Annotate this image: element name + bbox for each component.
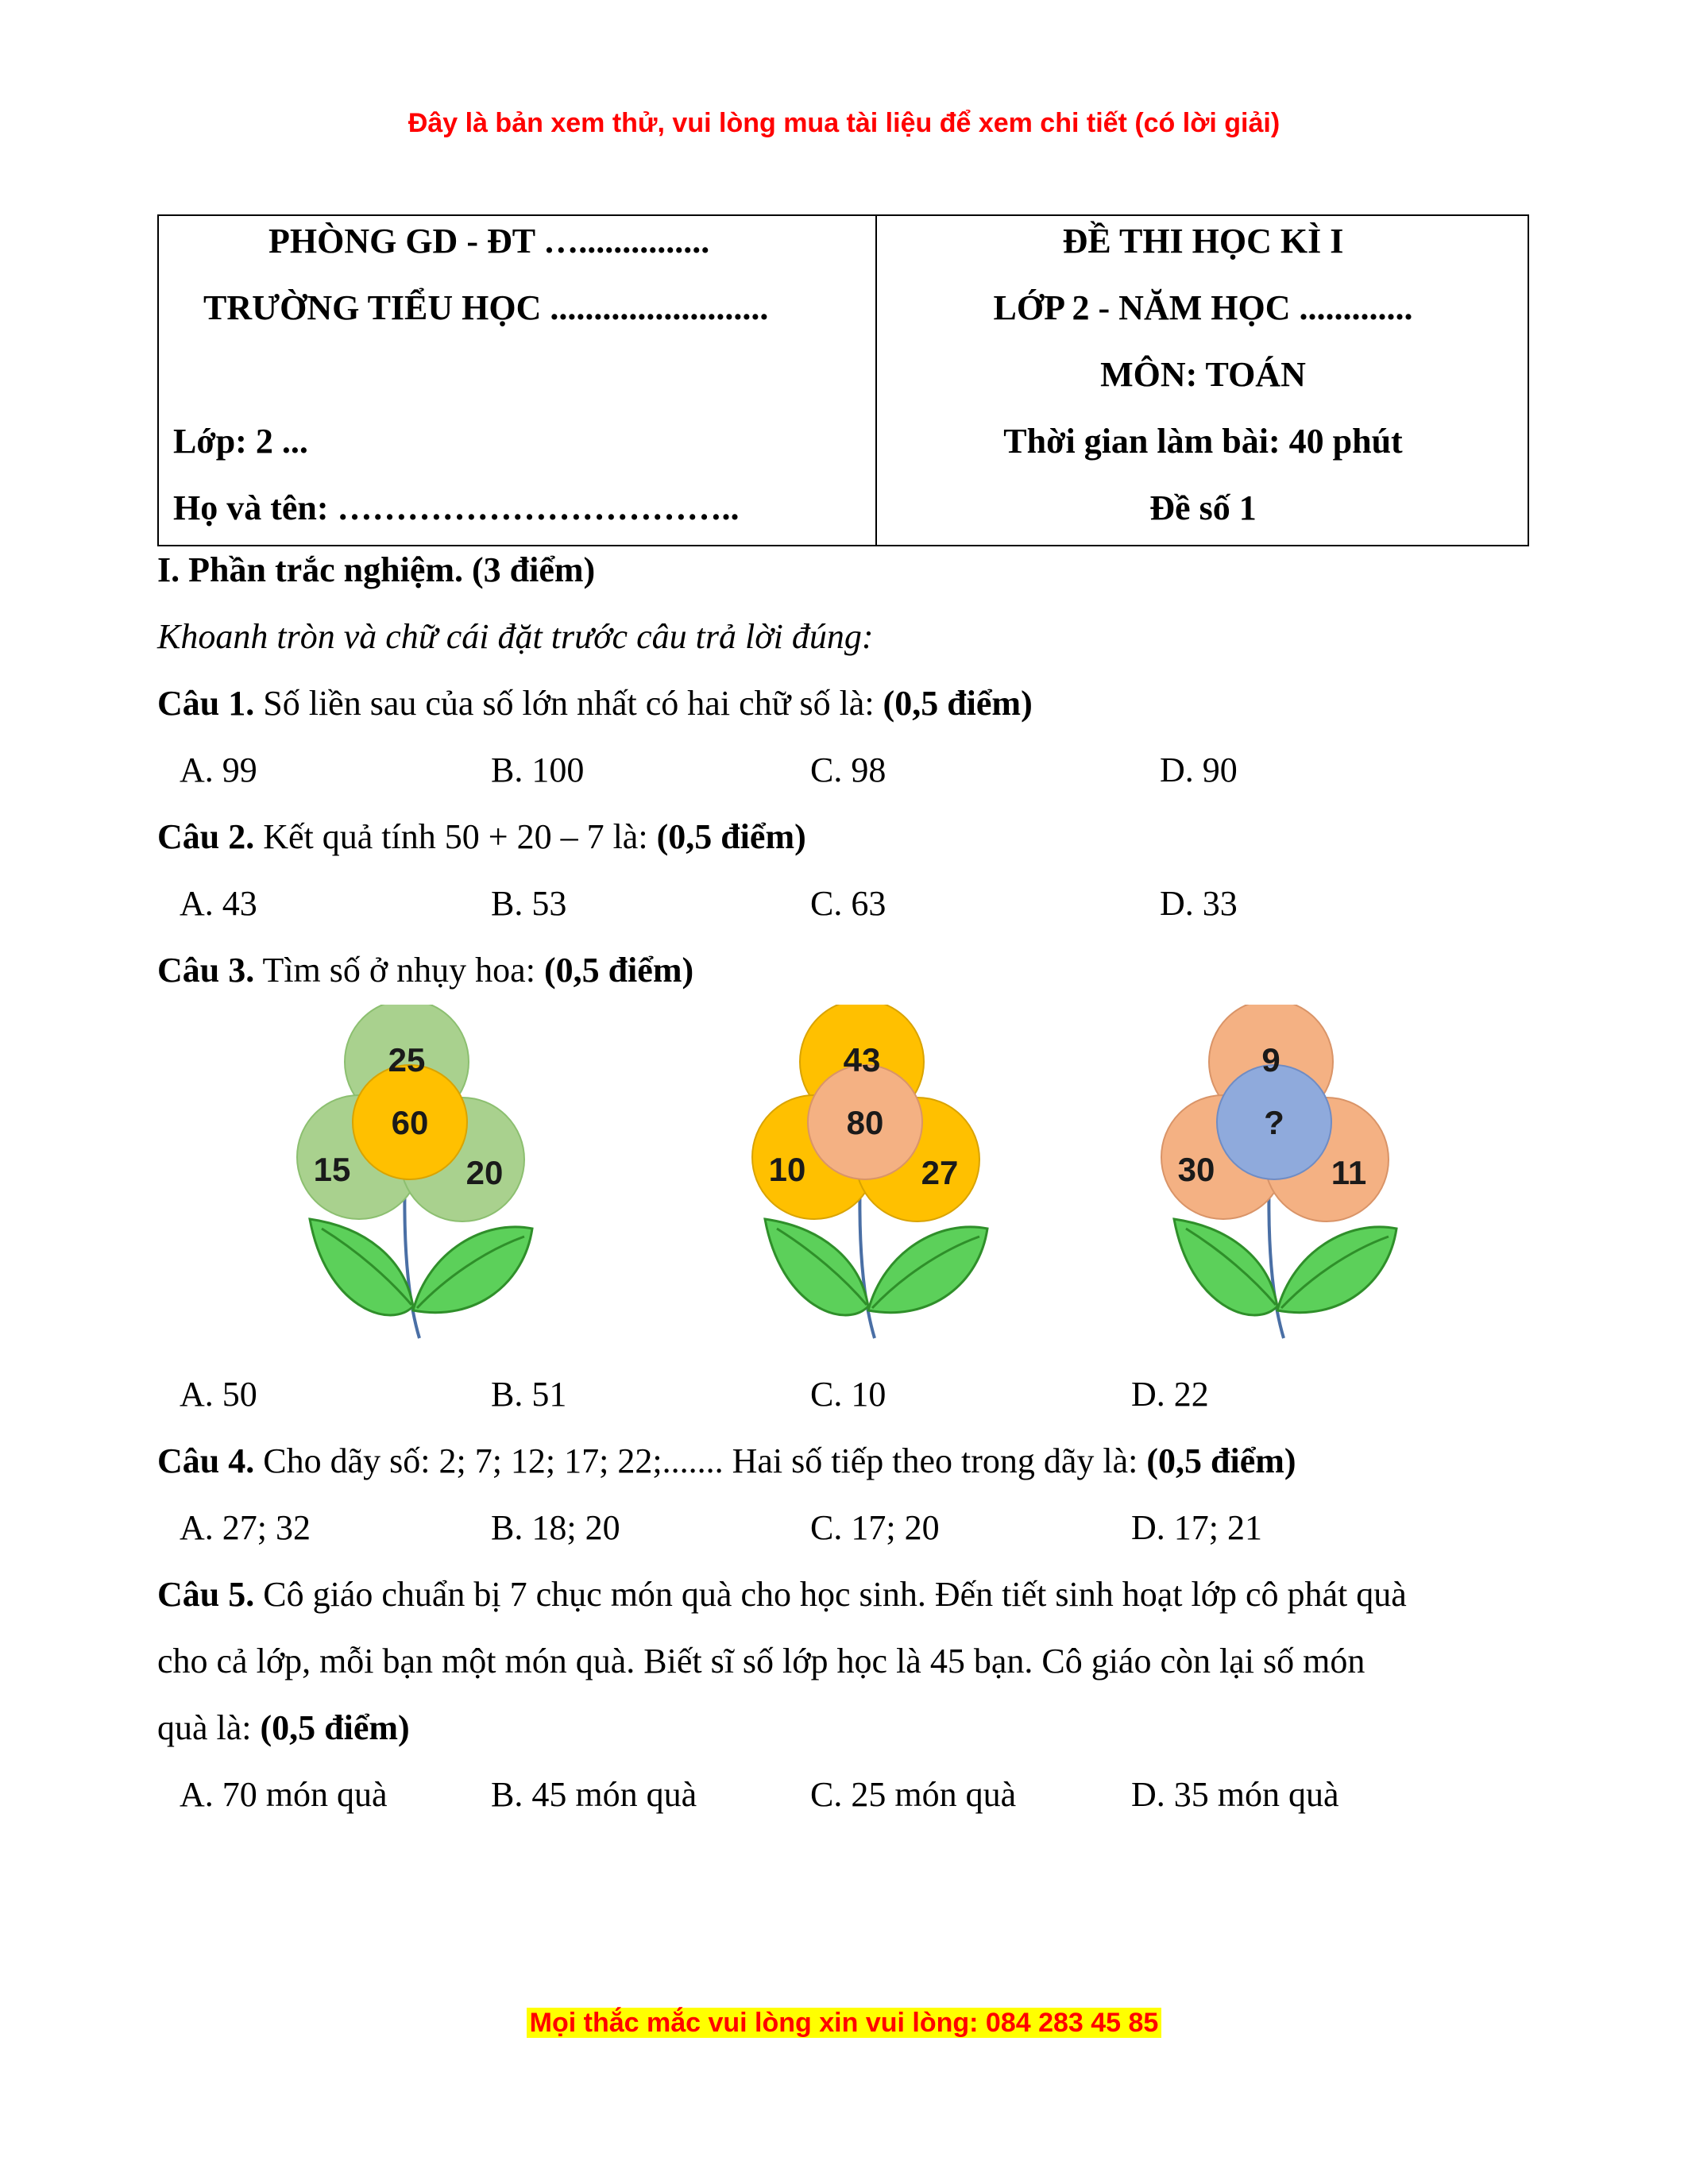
flower-2 (749, 1005, 1003, 1354)
question-text: Số liền sau của số lớn nhất có hai chữ số là: (254, 684, 883, 723)
center-number: 80 (846, 1104, 884, 1141)
flower-3 (1158, 1005, 1412, 1354)
option-c[interactable]: C. 25 món quà (810, 1775, 1017, 1814)
petal-left-number: 15 (313, 1151, 351, 1188)
question-5-line-2: cho cả lớp, mỗi bạn một món quà. Biết sĩ số lớp học là 45 bạn. Cô giáo còn lại số món (157, 1642, 1365, 1680)
class-line: Lớp: 2 ... (173, 422, 308, 461)
petal-right-number: 27 (921, 1154, 959, 1191)
question-3-options (180, 1374, 1530, 1418)
option-d[interactable]: D. 90 (1160, 751, 1238, 789)
option-d[interactable]: D. 22 (1131, 1375, 1209, 1414)
question-2 (157, 816, 806, 857)
question-4-options (180, 1507, 1530, 1552)
option-c[interactable]: C. 63 (810, 884, 886, 923)
flower-graphic (1158, 1005, 1412, 1354)
preview-banner: Đây là bản xem thử, vui lòng mua tài liệu để xem chi tiết (có lời giải) (408, 108, 1280, 138)
question-label: Câu 5. (157, 1575, 255, 1614)
question-text-line-1: Cô giáo chuẩn bị 7 chục món quà cho học sinh. Đến tiết sinh hoạt lớp cô phát quà (254, 1575, 1407, 1614)
petal-right-number: 20 (465, 1154, 504, 1191)
leaf-left (310, 1219, 413, 1315)
flower-puzzle (294, 1005, 1406, 1354)
flower-graphic (749, 1005, 1003, 1354)
center-number: 60 (391, 1104, 429, 1141)
option-c[interactable]: C. 10 (810, 1375, 886, 1414)
dept-line: PHÒNG GD - ĐT …............... (268, 222, 710, 260)
option-a[interactable]: A. 50 (180, 1375, 257, 1414)
header-right (877, 216, 1529, 545)
petal-top-number: 9 (1261, 1041, 1280, 1078)
question-label: Câu 3. (157, 951, 255, 990)
question-text-line-3: quà là: (157, 1708, 261, 1747)
exam-title: ĐỀ THI HỌC KÌ I (1062, 222, 1344, 260)
header-left (159, 216, 875, 545)
option-a[interactable]: A. 27; 32 (180, 1508, 311, 1547)
question-4 (157, 1441, 1296, 1481)
question-text: Cho dãy số: 2; 7; 12; 17; 22;....... Hai số tiếp theo trong dãy là: (254, 1441, 1147, 1480)
contact-banner (0, 2008, 1688, 2039)
option-b[interactable]: B. 18; 20 (491, 1508, 620, 1547)
option-d[interactable]: D. 17; 21 (1131, 1508, 1262, 1547)
option-b[interactable]: B. 53 (491, 884, 567, 923)
leaf-left (765, 1219, 868, 1315)
option-a[interactable]: A. 43 (180, 884, 257, 923)
leaf-left (1174, 1219, 1277, 1315)
center-number: ? (1264, 1104, 1284, 1141)
option-b[interactable]: B. 45 món quà (491, 1775, 697, 1814)
petal-top-number: 25 (388, 1041, 426, 1078)
petal-top-number: 43 (843, 1041, 881, 1078)
option-d[interactable]: D. 35 món quà (1131, 1775, 1339, 1814)
question-3 (157, 950, 693, 990)
question-2-options (180, 883, 1530, 928)
student-name-line: Họ và tên: …………………………….. (173, 488, 740, 527)
petal-left-number: 10 (768, 1151, 806, 1188)
option-d[interactable]: D. 33 (1160, 884, 1238, 923)
question-text: Tìm số ở nhụy hoa: (254, 951, 544, 990)
time-limit: Thời gian làm bài: 40 phút (1003, 422, 1403, 461)
question-label: Câu 4. (157, 1441, 255, 1480)
option-a[interactable]: A. 70 món quà (180, 1775, 388, 1814)
question-points: (0,5 điểm) (656, 817, 806, 856)
section-title: I. Phần trắc nghiệm. (3 điểm) (157, 550, 596, 589)
flower-1 (294, 1005, 548, 1354)
question-text: Kết quả tính 50 + 20 – 7 là: (254, 817, 657, 856)
question-points: (0,5 điểm) (883, 684, 1033, 723)
option-b[interactable]: B. 100 (491, 751, 585, 789)
flower-graphic (294, 1005, 548, 1354)
question-5-line-3 (157, 1707, 410, 1748)
petal-right-number: 11 (1331, 1154, 1367, 1191)
exam-header (157, 214, 1529, 546)
question-label: Câu 1. (157, 684, 255, 723)
grade-year: LỚP 2 - NĂM HỌC ............. (993, 288, 1413, 327)
question-5 (157, 1574, 1407, 1615)
subject: MÔN: TOÁN (1100, 355, 1306, 394)
question-1-options (180, 750, 1530, 794)
question-5-options (180, 1774, 1530, 1819)
question-points: (0,5 điểm) (260, 1708, 410, 1747)
instruction: Khoanh tròn và chữ cái đặt trước câu trả lời đúng: (157, 617, 874, 656)
option-c[interactable]: C. 17; 20 (810, 1508, 940, 1547)
question-1 (157, 683, 1033, 723)
exam-code: Đề số 1 (1149, 488, 1257, 527)
option-c[interactable]: C. 98 (810, 751, 886, 789)
option-b[interactable]: B. 51 (491, 1375, 567, 1414)
question-points: (0,5 điểm) (543, 951, 694, 990)
petal-left-number: 30 (1177, 1151, 1215, 1188)
question-points: (0,5 điểm) (1146, 1441, 1296, 1480)
question-label: Câu 2. (157, 817, 255, 856)
school-line: TRƯỜNG TIỂU HỌC ......................... (203, 288, 769, 327)
option-a[interactable]: A. 99 (180, 751, 257, 789)
contact-text: Mọi thắc mắc vui lòng xin vui lòng: 084 283 45 85 (527, 2008, 1162, 2038)
